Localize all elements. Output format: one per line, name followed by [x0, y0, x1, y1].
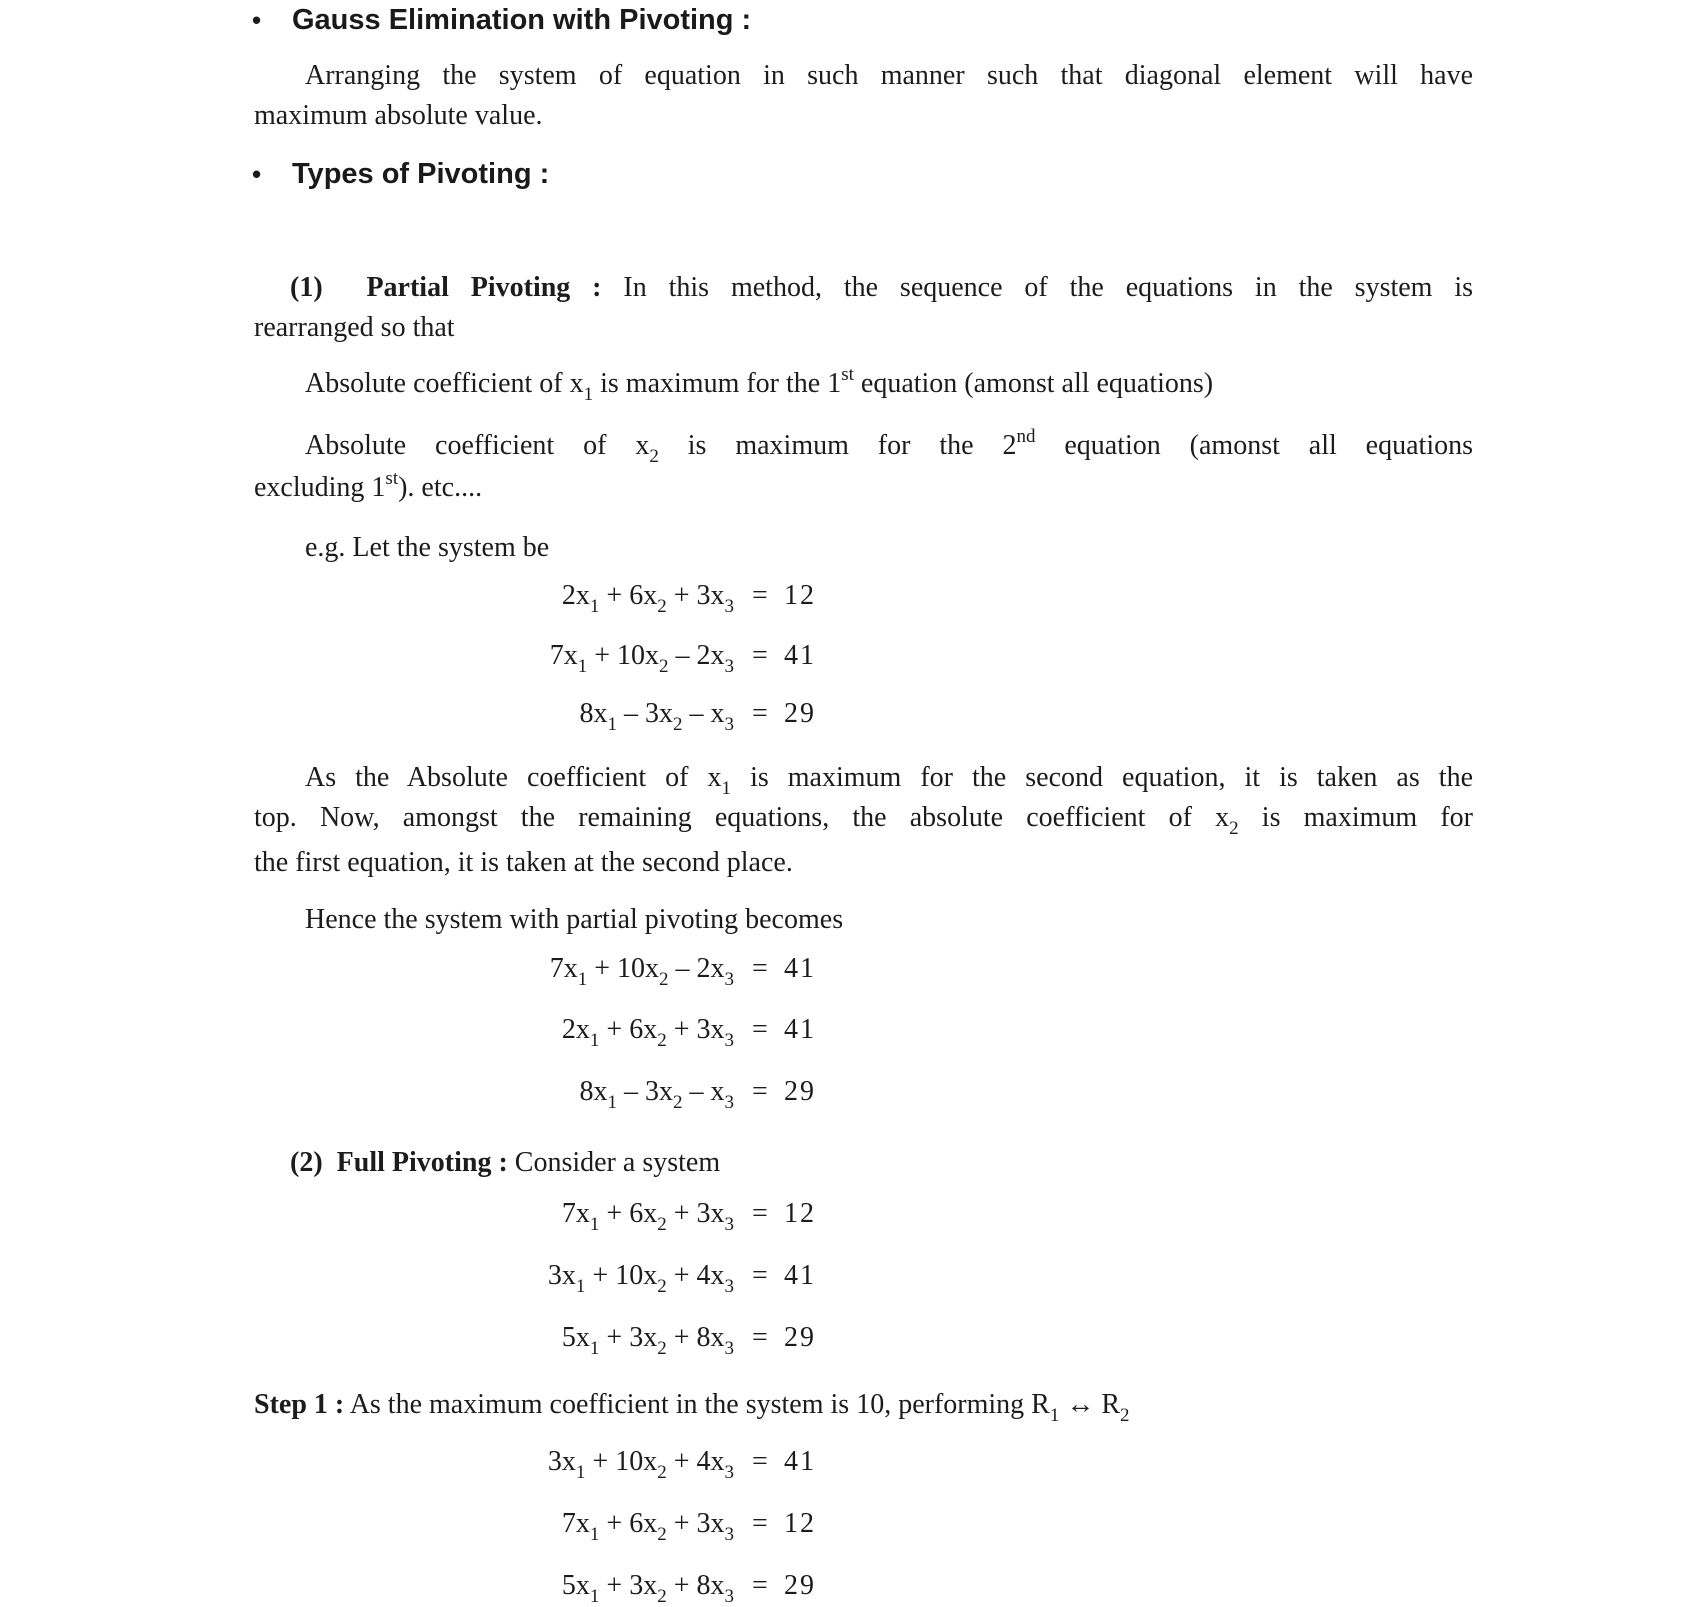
equation-term: + 6x	[599, 580, 658, 611]
equation-lhs	[494, 640, 734, 677]
equation-term: + 4x	[666, 1260, 725, 1291]
equation-term: – x	[682, 1076, 725, 1107]
subscript: 3	[724, 656, 734, 677]
equals-sign: =	[752, 640, 768, 671]
equals-sign: =	[752, 1570, 768, 1601]
equation-lhs	[494, 1322, 734, 1359]
equation-term: + 10x	[585, 1260, 658, 1291]
equation-term: 3x	[547, 1446, 576, 1477]
equation-lhs	[494, 1446, 734, 1483]
equation-term: + 3x	[599, 1570, 658, 1601]
subscript: 1	[575, 1276, 586, 1297]
equation-rhs: 12	[784, 1198, 816, 1229]
equals-sign: =	[752, 698, 768, 729]
equation-term: + 8x	[666, 1322, 725, 1353]
subscript: 1	[577, 656, 588, 677]
rule-text: equation (amonst all equations)	[853, 368, 1214, 399]
subscript: 1	[589, 1586, 600, 1607]
equation-term: + 8x	[666, 1570, 725, 1601]
subscript: 3	[724, 1462, 734, 1483]
hence-line: Hence the system with partial pivoting becomes	[305, 904, 844, 935]
subscript: 3	[724, 1338, 734, 1359]
subscript: 1	[589, 1030, 600, 1051]
subscript: 2	[1120, 1405, 1130, 1426]
equation-rhs: 12	[784, 580, 816, 611]
equals-sign: =	[752, 1322, 768, 1353]
bullet-icon: •	[252, 159, 262, 189]
subscript: 2	[657, 1276, 667, 1297]
subscript: 3	[724, 1092, 734, 1113]
full-pivoting-heading	[290, 1143, 720, 1183]
equation-term: 8x	[579, 698, 608, 729]
equation-lhs	[494, 1198, 734, 1235]
equation-term: + 10x	[587, 953, 659, 984]
subscript: 2	[657, 1586, 667, 1607]
subscript: 2	[649, 446, 659, 467]
equation-rhs: 29	[784, 1570, 816, 1601]
explain-line-1	[305, 758, 1473, 798]
equation-term: 2x	[561, 580, 590, 611]
equals-sign: =	[752, 1446, 768, 1477]
subscript: 1	[575, 1462, 586, 1483]
explain-line-3: the first equation, it is taken at the second place.	[254, 847, 793, 878]
equation-term: 7x	[549, 640, 578, 671]
subscript: 1	[607, 1092, 617, 1113]
equation-term: – 3x	[617, 698, 673, 729]
explain-text: As the Absolute coefficient of x	[305, 762, 722, 793]
equation-term: 7x	[561, 1198, 590, 1229]
partial-pivoting-paragraph	[290, 268, 1473, 308]
subscript: 2	[657, 1462, 667, 1483]
subscript: 2	[657, 1030, 667, 1051]
intro-line-1: Arranging the system of equation in such manner such that diagonal element will have	[305, 60, 1473, 91]
rule-text: Absolute coefficient of x	[305, 430, 650, 461]
equation-rhs: 41	[784, 640, 816, 671]
equation-rhs: 12	[784, 1508, 816, 1539]
subscript: 3	[724, 1030, 734, 1051]
subscript: 1	[589, 1214, 600, 1235]
equation-term: 7x	[549, 953, 578, 984]
equation-term: 5x	[561, 1322, 590, 1353]
equation-term: + 10x	[587, 640, 659, 671]
equation-term: + 6x	[599, 1014, 658, 1045]
heading-text: Gauss Elimination with Pivoting :	[292, 4, 752, 36]
equation-term: 2x	[561, 1014, 590, 1045]
equation-term: + 3x	[666, 1508, 725, 1539]
subscript: 1	[589, 1524, 600, 1545]
subscript: 1	[577, 969, 588, 990]
subscript: 1	[1049, 1405, 1060, 1426]
full-label-title: Full Pivoting :	[336, 1147, 508, 1178]
subscript: 2	[657, 1214, 667, 1235]
partial-line-2: rearranged so that	[254, 312, 455, 343]
equation-rhs: 41	[784, 1260, 816, 1291]
partial-rule-1	[305, 364, 1213, 404]
equation-rhs: 29	[784, 1322, 816, 1353]
subscript: 2	[657, 596, 667, 617]
subscript: 3	[724, 1524, 734, 1545]
equation-term: – 2x	[668, 953, 725, 984]
explain-text: is maximum for	[1238, 802, 1474, 833]
section-heading-types	[252, 158, 549, 191]
intro-line-2: maximum absolute value.	[254, 100, 543, 131]
equation-rhs: 29	[784, 698, 816, 729]
equals-sign: =	[752, 1260, 768, 1291]
subscript: 3	[724, 1214, 734, 1235]
subscript: 3	[724, 1586, 734, 1607]
equals-sign: =	[752, 1508, 768, 1539]
step-1-label: Step 1 :	[254, 1389, 345, 1420]
subscript: 1	[721, 778, 732, 799]
bullet-icon: •	[252, 5, 262, 35]
subscript: 1	[583, 384, 594, 405]
equation-term: + 3x	[666, 580, 725, 611]
equation-lhs	[494, 1260, 734, 1297]
equation-term: + 3x	[666, 1014, 725, 1045]
subscript: 2	[1229, 818, 1239, 839]
equation-lhs	[494, 1014, 734, 1051]
subscript: 1	[589, 596, 600, 617]
equation-lhs	[494, 953, 734, 990]
equation-term: + 3x	[599, 1322, 658, 1353]
partial-label-title: Partial Pivoting :	[366, 272, 602, 303]
partial-line1-text: In this method, the sequence of the equations in the system is	[623, 272, 1474, 303]
equation-rhs: 41	[784, 953, 816, 984]
equation-term: + 10x	[585, 1446, 658, 1477]
subscript: 3	[724, 596, 734, 617]
partial-rule-2-cont	[254, 468, 482, 508]
equation-lhs	[494, 1076, 734, 1113]
step-text: R	[1101, 1389, 1121, 1420]
equation-lhs	[494, 1570, 734, 1607]
step-1-line	[254, 1385, 1130, 1425]
rule-text: is maximum for the 1	[593, 368, 842, 399]
subscript: 2	[673, 714, 683, 735]
rule-text: is maximum for the 2	[658, 430, 1017, 461]
equation-lhs	[494, 698, 734, 735]
explain-text: is maximum for the second equation, it is taken as the	[731, 762, 1473, 793]
rule-text: ). etc....	[398, 472, 483, 503]
subscript: 2	[673, 1092, 683, 1113]
subscript: 1	[589, 1338, 600, 1359]
equation-term: 7x	[561, 1508, 590, 1539]
equation-lhs	[494, 1508, 734, 1545]
partial-rule-2	[305, 426, 1473, 466]
rule-text: Absolute coefficient of x	[305, 368, 584, 399]
equation-term: – x	[682, 698, 725, 729]
equals-sign: =	[752, 1076, 768, 1107]
subscript: 2	[659, 656, 669, 677]
subscript: 3	[724, 1276, 734, 1297]
partial-label-num: (1)	[290, 272, 323, 303]
rule-text: equation (amonst all equations	[1035, 430, 1473, 461]
subscript: 2	[657, 1338, 667, 1359]
equals-sign: =	[752, 953, 768, 984]
equation-term: 8x	[579, 1076, 608, 1107]
subscript: 2	[659, 969, 669, 990]
equals-sign: =	[752, 1198, 768, 1229]
equation-rhs: 29	[784, 1076, 816, 1107]
equation-term: 5x	[561, 1570, 590, 1601]
superscript: st	[841, 364, 854, 385]
explain-text: top. Now, amongst the remaining equations, the absolute coefficient of x	[254, 802, 1230, 833]
equation-rhs: 41	[784, 1446, 816, 1477]
equals-sign: =	[752, 580, 768, 611]
equation-term: + 6x	[599, 1198, 658, 1229]
subscript: 1	[607, 714, 617, 735]
subscript: 3	[724, 969, 734, 990]
superscript: nd	[1016, 426, 1036, 447]
step-text: As the maximum coefficient in the system is 10, performing R	[344, 1389, 1050, 1420]
explain-line-2	[254, 798, 1473, 838]
rule-text: excluding 1	[254, 472, 386, 503]
swap-arrow-icon: ↔	[1059, 1389, 1102, 1420]
equation-rhs: 41	[784, 1014, 816, 1045]
equation-term: – 2x	[668, 640, 725, 671]
equation-term: + 3x	[666, 1198, 725, 1229]
equation-term: – 3x	[617, 1076, 673, 1107]
superscript: st	[385, 468, 399, 489]
equation-lhs	[494, 580, 734, 617]
subscript: 2	[657, 1524, 667, 1545]
equation-term: + 6x	[599, 1508, 658, 1539]
section-heading-gauss-pivoting	[252, 4, 751, 37]
example-intro: e.g. Let the system be	[305, 532, 550, 563]
equation-term: 3x	[547, 1260, 576, 1291]
equals-sign: =	[752, 1014, 768, 1045]
equation-term: + 4x	[666, 1446, 725, 1477]
heading-text: Types of Pivoting :	[292, 158, 550, 190]
full-label-num: (2)	[290, 1147, 323, 1178]
subscript: 3	[724, 714, 734, 735]
full-rest-text: Consider a system	[514, 1147, 721, 1178]
